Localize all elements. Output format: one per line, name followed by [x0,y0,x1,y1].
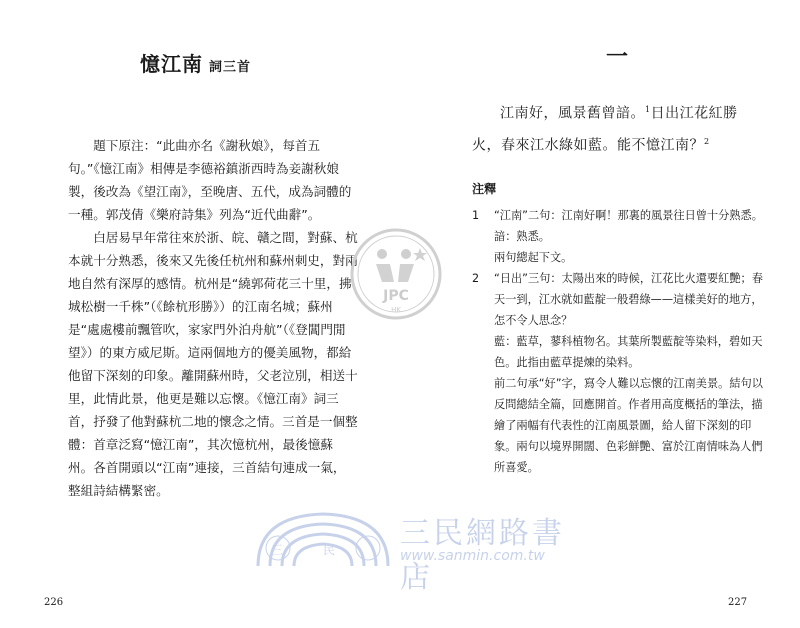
stamp-subtext: HK [391,306,401,314]
poem-line-1: 江南好，風景舊曾諳。 [500,105,645,122]
poem-title [140,48,251,77]
poem-line-2: 日出江花紅勝火，春來江水綠如藍。能不憶江南？ [472,105,738,154]
store-name: 三民網路書店 [400,516,565,595]
intro-paragraph-1: 題下原注：“此曲亦名《謝秋娘》，每首五句。”《憶江南》相傳是李德裕鎮浙西時為妾謝秋娘製，後改為《望江南》，至晚唐、五代，成為詞體的一種。郭茂倩《樂府詩集》列為“近代曲辭”。 [68,138,352,222]
footnote-ref-1: 1 [645,105,651,114]
footnote-ref-2: 2 [704,136,710,146]
note-line: 前二句承“好”字，寫令人難以忘懷的江南美景。結句以反問總結全篇，回應開首。作者用高度概括的筆法，描繪了兩幅有代表性的江南風景圖，給人留下深刻的印象。兩句以境界開闊、色彩鮮艷、富於江南情味為人們所喜愛。 [494,377,763,474]
note-line: “江南”二句：江南好啊！那裏的風景往日曾十分熟悉。 [494,209,763,222]
note-number: 1 [472,209,480,222]
page-number-right: 227 [728,597,748,608]
logo-chars: 三民 [270,543,376,557]
note-line: 諳：熟悉。 [494,230,550,243]
stamp-text: JPC [383,288,409,304]
sanmin-watermark [248,506,568,595]
note-line: 藍：藍草，蓼科植物名。其葉所製藍靛等染料，碧如天色。此指由藍草提煉的染料。 [494,335,763,369]
title-sub: 詞三首 [209,60,252,75]
note-number: 2 [472,272,480,285]
poem-text [472,96,764,159]
intro-paragraph-2: 白居易早年常往來於浙、皖、贛之間，對蘇、杭本就十分熟悉，後來又先後任杭州和蘇州刺史，對兩地自然有深厚的感情。杭州是“繞郭荷花三十里，拂城松樹一千株”（《餘杭形勝》）的江南名城；蘇州是“處處樓前飄管吹，家家門外泊舟航”（《登閶門閒望》）的東方威尼斯。這兩個地方的優美風物，都給他留下深刻的印象。離開蘇州時，父老泣別，相送十里，此情此景，他更是難以忘懷。《憶江南》詞三首，抒發了他對蘇杭二地的懷念之情。三首是一個整體：首章泛寫“憶江南”，其次憶杭州，最後憶蘇州。各首開頭以“江南”連接，三首結句連成一氣，整組詩結構緊密。 [68,230,358,498]
jpc-stamp-logo [346,224,446,324]
notes-heading: 注釋 [472,182,497,196]
sanmin-logo-icon [248,506,398,576]
note-item [472,205,772,268]
note-line: 兩句總起下文。 [494,251,573,264]
store-url: www.sanmin.com.tw [400,548,545,564]
title-main: 憶江南 [140,52,203,76]
intro-text [68,134,358,502]
note-line: “日出”三句：太陽出來的時候，江花比火還要紅艷；春天一到，江水就如藍靛一般碧綠——這樣美好的地方，怎不令人思念？ [494,272,763,327]
poem-number: 一 [606,44,629,70]
page-number-left: 226 [44,597,64,608]
note-item [472,268,772,478]
notes-list [472,205,772,478]
